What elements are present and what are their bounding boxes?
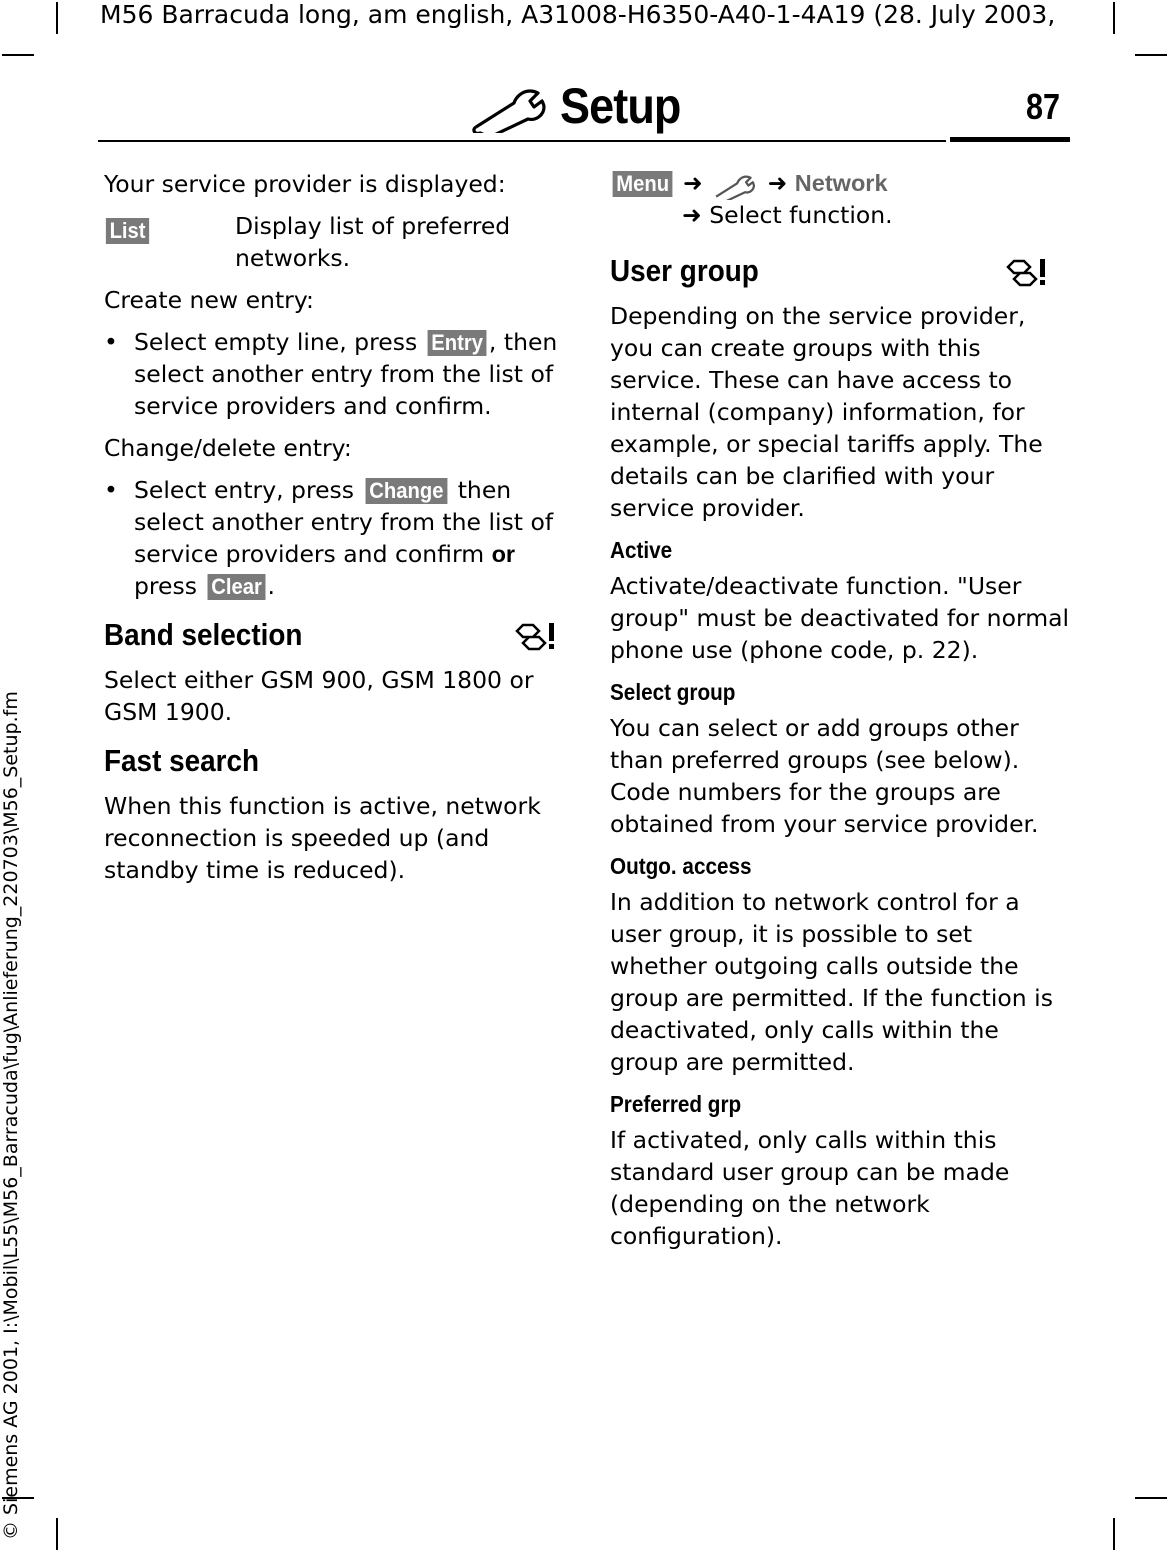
fast-search-text: When this function is active, network reconnection is speeded up (and standby time is reduced).	[104, 792, 541, 884]
crop-mark	[2, 54, 34, 56]
menu-key[interactable]: Menu	[613, 171, 673, 197]
menu-network[interactable]: Network	[794, 170, 888, 196]
change-bullet	[104, 474, 559, 602]
list-softkey-row	[104, 210, 559, 274]
outgo-access-text: In addition to network control for a user group, it is possible to set whether outgoing calls outside the group are permitted. If the function is deactivated, only calls within the group are permitted.	[610, 887, 1053, 1076]
band-selection-heading: Band selection	[104, 614, 559, 656]
change-intro: Change/delete entry:	[104, 434, 352, 462]
active-text: Activate/deactivate function. "User group" must be deactivated for normal phone use (phone code, p. 22).	[610, 571, 1070, 664]
left-column	[104, 168, 559, 896]
user-group-text: Depending on the service provider, you can create groups with this service. These can have access to internal (company) information, for example, or special tariffs apply. The details can be clarified with your service provider.	[610, 301, 1043, 522]
band-selection-text: Select either GSM 900, GSM 1800 or GSM 1900.	[104, 666, 534, 726]
crop-mark	[1135, 1497, 1167, 1499]
header-rule	[98, 140, 946, 142]
create-bullet-text: Select empty line, press Entry , then select another entry from the list of service providers and confirm.	[134, 328, 558, 420]
wrench-icon	[710, 170, 760, 200]
crop-mark	[56, 2, 58, 34]
create-intro: Create new entry:	[104, 286, 314, 314]
menu-path	[610, 168, 1070, 230]
clear-key[interactable]: Clear	[207, 574, 265, 600]
active-heading: Active	[610, 536, 673, 563]
document-meta-header: M56 Barracuda long, am english, A31008-H6350-A40-1-4A19 (28. July 2003,	[100, 0, 1056, 29]
right-column	[610, 168, 1070, 1262]
bullet-dot: •	[104, 328, 118, 356]
select-group-text: You can select or add groups other than preferred groups (see below). Code numbers for the groups are obtained from your service provider.	[610, 713, 1039, 838]
page-number: 87	[1026, 86, 1061, 127]
list-description: Display list of preferred networks.	[235, 212, 511, 272]
bullet-dot: •	[104, 476, 118, 504]
page-number-rule	[950, 137, 1070, 142]
preferred-grp-heading: Preferred grp	[610, 1090, 742, 1117]
network-dependent-icon	[515, 619, 559, 651]
wrench-icon	[470, 79, 550, 133]
outgo-access-heading: Outgo. access	[610, 852, 752, 879]
fast-search-heading: Fast search	[104, 743, 260, 778]
change-bullet-text: Select entry, press Change then select another entry from the list of service providers and confirm or press Clear .	[134, 476, 554, 600]
select-group-heading: Select group	[610, 678, 736, 705]
crop-mark	[1113, 2, 1115, 34]
network-dependent-icon	[1006, 255, 1050, 287]
page-title-block	[470, 74, 694, 138]
arrow-icon: ➜	[767, 169, 788, 197]
crop-mark	[56, 1518, 58, 1550]
document-meta-side: © Siemens AG 2001, I:\Mobil\L55\M56_Barracuda\fug\Anlieferung_220703\M56_Setup.fm	[0, 691, 22, 1540]
crop-mark	[1135, 54, 1167, 56]
crop-mark	[1113, 1518, 1115, 1550]
page-title: Setup	[560, 78, 681, 134]
entry-key[interactable]: Entry	[427, 330, 486, 356]
menu-select-function: Select function.	[709, 200, 893, 229]
list-key[interactable]: List	[106, 218, 149, 244]
provider-intro: Your service provider is displayed:	[104, 170, 506, 198]
preferred-grp-text: If activated, only calls within this standard user group can be made (depending on the network configuration).	[610, 1125, 1010, 1250]
arrow-icon: ➜	[682, 169, 703, 197]
arrow-icon: ➜	[682, 200, 702, 229]
user-group-heading: User group	[610, 250, 1070, 292]
change-key[interactable]: Change	[365, 478, 447, 504]
create-bullet	[104, 326, 559, 422]
